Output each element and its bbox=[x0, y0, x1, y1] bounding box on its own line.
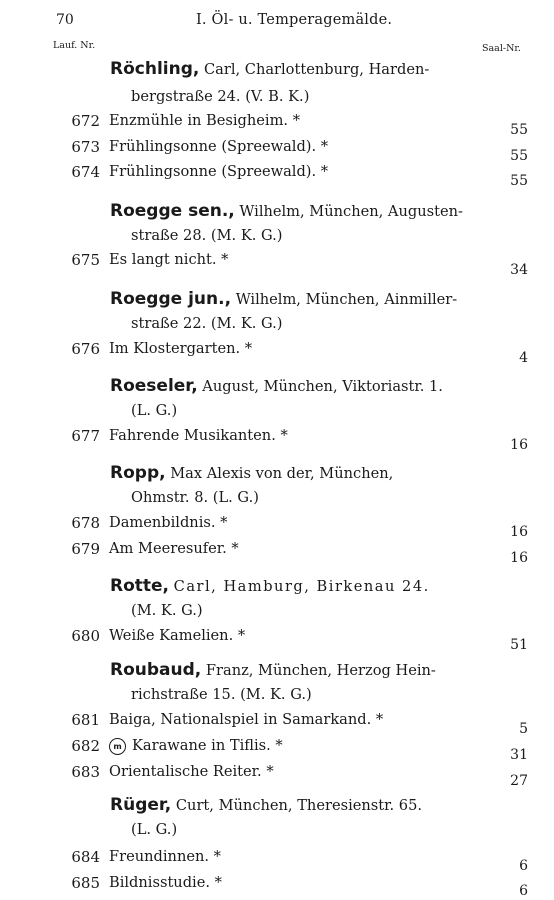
artwork-title: Orientalische Reiter. * bbox=[109, 763, 274, 780]
artist-entry bbox=[110, 60, 429, 79]
room-number: 4 bbox=[519, 350, 528, 366]
room-number: 55 bbox=[510, 148, 528, 164]
artist-entry bbox=[110, 202, 463, 221]
artist-name: Roubaud, bbox=[110, 660, 202, 680]
artwork-title: Frühlingsonne (Spreewald). * bbox=[109, 138, 329, 155]
artwork-title-text: Karawane in Tiflis. * bbox=[132, 737, 283, 754]
artwork-title: Freundinnen. * bbox=[109, 848, 221, 865]
artist-name: Roegge jun., bbox=[110, 289, 232, 309]
artist-address: straße 22. (M. K. G.) bbox=[131, 315, 283, 332]
room-number: 55 bbox=[510, 173, 528, 189]
catalog-number: 677 bbox=[71, 427, 100, 445]
room-number: 34 bbox=[510, 262, 528, 278]
room-number: 55 bbox=[510, 122, 528, 138]
artist-details: Wilhelm, München, Ainmiller- bbox=[235, 291, 458, 308]
artist-name: Roeseler, bbox=[110, 376, 198, 396]
catalog-number: 674 bbox=[71, 163, 100, 181]
artist-address: Ohmstr. 8. (L. G.) bbox=[131, 489, 259, 506]
catalog-number: 684 bbox=[71, 848, 100, 866]
room-number: 16 bbox=[510, 550, 528, 566]
artist-details: Max Alexis von der, München, bbox=[170, 465, 394, 482]
catalog-number: 679 bbox=[71, 540, 100, 558]
artist-details: Curt, München, Theresienstr. 65. bbox=[175, 797, 422, 814]
artist-entry bbox=[110, 661, 436, 680]
artwork-title: Enzmühle in Besigheim. * bbox=[109, 112, 301, 129]
catalog-number: 682 bbox=[71, 737, 100, 755]
artist-address: (L. G.) bbox=[131, 821, 178, 838]
artist-address: (M. K. G.) bbox=[131, 602, 203, 619]
artwork-title: Fahrende Musikanten. * bbox=[109, 427, 288, 444]
artwork-title: Frühlingsonne (Spreewald). * bbox=[109, 163, 329, 180]
running-title: I. Öl- u. Temperagemälde. bbox=[196, 12, 393, 28]
artist-entry bbox=[110, 290, 457, 309]
column-header-saal-nr: Saal-Nr. bbox=[482, 43, 521, 54]
artist-name: Ropp, bbox=[110, 463, 166, 483]
artist-name: Roegge sen., bbox=[110, 201, 235, 221]
artwork-title bbox=[109, 737, 283, 755]
artwork-title: Baiga, Nationalspiel in Samarkand. * bbox=[109, 711, 384, 728]
artist-entry bbox=[110, 796, 422, 815]
page-number: 70 bbox=[56, 12, 74, 28]
room-number: 6 bbox=[519, 883, 528, 899]
artwork-title: Im Klostergarten. * bbox=[109, 340, 253, 357]
artist-entry bbox=[110, 464, 393, 483]
room-number: 51 bbox=[510, 637, 528, 653]
room-number: 16 bbox=[510, 524, 528, 540]
room-number: 6 bbox=[519, 858, 528, 874]
catalog-number: 673 bbox=[71, 138, 100, 156]
artist-entry bbox=[110, 377, 443, 396]
catalog-number: 678 bbox=[71, 514, 100, 532]
artwork-title: Weiße Kamelien. * bbox=[109, 627, 246, 644]
catalog-number: 680 bbox=[71, 627, 100, 645]
artist-details: Wilhelm, München, Augusten- bbox=[239, 203, 463, 220]
catalog-number: 685 bbox=[71, 874, 100, 892]
column-header-lauf-nr: Lauf. Nr. bbox=[53, 40, 96, 51]
artwork-title: Bildnisstudie. * bbox=[109, 874, 222, 891]
room-number: 5 bbox=[519, 721, 528, 737]
catalog-number: 675 bbox=[71, 251, 100, 269]
artwork-title: Es langt nicht. * bbox=[109, 251, 229, 268]
circle-m-icon: m bbox=[109, 738, 126, 755]
artist-name: Röchling, bbox=[110, 59, 200, 79]
artist-name: Rotte, bbox=[110, 576, 170, 596]
artwork-title: Am Meeresufer. * bbox=[109, 540, 239, 557]
artist-address: bergstraße 24. (V. B. K.) bbox=[131, 88, 310, 105]
artist-address: richstraße 15. (M. K. G.) bbox=[131, 686, 312, 703]
room-number: 27 bbox=[510, 773, 528, 789]
artist-details: August, München, Viktoriastr. 1. bbox=[202, 378, 443, 395]
artist-name: Rüger, bbox=[110, 795, 172, 815]
artwork-title: Damenbildnis. * bbox=[109, 514, 228, 531]
room-number: 16 bbox=[510, 437, 528, 453]
catalog-number: 676 bbox=[71, 340, 100, 358]
artist-address: (L. G.) bbox=[131, 402, 178, 419]
artist-details: Carl, Hamburg, Birkenau 24. bbox=[173, 578, 430, 595]
room-number: 31 bbox=[510, 747, 528, 763]
catalog-number: 683 bbox=[71, 763, 100, 781]
artist-entry bbox=[110, 577, 430, 596]
artist-address: straße 28. (M. K. G.) bbox=[131, 227, 283, 244]
artist-details: Carl, Charlottenburg, Harden- bbox=[203, 61, 430, 78]
catalog-number: 681 bbox=[71, 711, 100, 729]
catalog-number: 672 bbox=[71, 112, 100, 130]
artist-details: Franz, München, Herzog Hein- bbox=[205, 662, 436, 679]
